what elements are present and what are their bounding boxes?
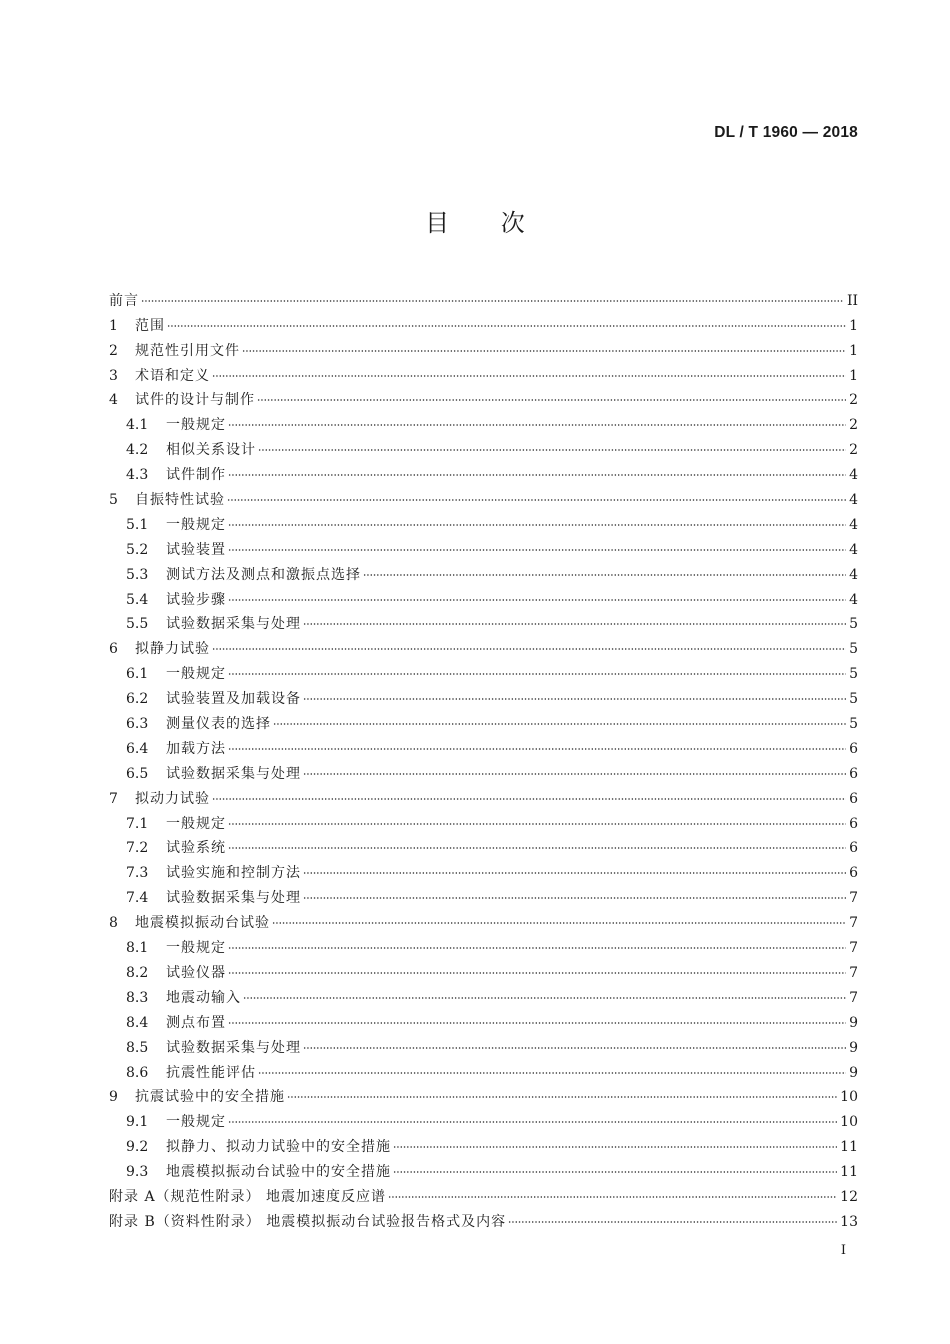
toc-entry-number: 8.3 — [126, 989, 149, 1006]
toc-entry-number: 2 — [109, 342, 118, 359]
toc-entry-label: 范围 — [135, 317, 165, 334]
toc-entry-page: 13 — [840, 1213, 858, 1230]
toc-entry-page: 5 — [849, 616, 858, 633]
toc-entry[interactable] — [109, 855, 858, 880]
toc-entry-label: 拟动力试验 — [135, 790, 210, 807]
toc-entry-page: II — [846, 292, 858, 309]
toc-dot-leader — [287, 1095, 837, 1099]
toc-entry-label: 试验装置及加载设备 — [166, 691, 301, 708]
toc-entry[interactable] — [109, 831, 858, 856]
toc-dot-leader — [303, 772, 846, 776]
toc-entry[interactable] — [109, 507, 858, 532]
toc-entry-page: 9 — [849, 1039, 858, 1056]
toc-dot-leader — [228, 598, 846, 602]
toc-entry-label: 试件的设计与制作 — [135, 392, 255, 409]
page-number: I — [840, 1243, 846, 1258]
toc-entry[interactable] — [109, 756, 858, 781]
toc-entry[interactable] — [109, 1129, 858, 1154]
toc-entry-page: 7 — [849, 989, 858, 1006]
toc-entry-page: 6 — [849, 815, 858, 832]
toc-entry-number: 8.4 — [126, 1014, 149, 1031]
toc-entry-number: 4.3 — [126, 467, 149, 484]
toc-dot-leader — [228, 423, 846, 427]
toc-entry-label: 测点布置 — [166, 1014, 226, 1031]
toc-entry[interactable] — [109, 955, 858, 980]
toc-entry-page: 5 — [849, 641, 858, 658]
toc-entry-label: 术语和定义 — [135, 367, 210, 384]
toc-entry-label: 地震模拟振动台试验 — [135, 915, 270, 932]
toc-entry-page: 9 — [849, 1064, 858, 1081]
toc-entry-label: 附录 A（规范性附录） 地震加速度反应谱 — [109, 1188, 387, 1205]
toc-entry-page: 5 — [849, 691, 858, 708]
toc-entry-page: 10 — [840, 1114, 858, 1131]
toc-entry-number: 9.1 — [126, 1114, 149, 1131]
toc-entry[interactable] — [109, 1179, 858, 1204]
toc-entry-page: 2 — [849, 417, 858, 434]
toc-entry-page: 4 — [849, 467, 858, 484]
toc-entry-label: 附录 B（资料性附录） 地震模拟振动台试验报告格式及内容 — [109, 1213, 507, 1230]
toc-entry[interactable] — [109, 1204, 858, 1229]
toc-entry-label: 试验装置 — [166, 541, 226, 558]
document-code: DL / T 1960 — 2018 — [714, 124, 858, 141]
page-title: 目 次 — [425, 209, 525, 237]
toc-dot-leader — [258, 1071, 846, 1075]
toc-entry[interactable] — [109, 457, 858, 482]
toc-entry-label: 抗震性能评估 — [166, 1064, 256, 1081]
toc-entry-label: 试件制作 — [166, 467, 226, 484]
toc-entry-page: 4 — [849, 492, 858, 509]
toc-entry[interactable] — [109, 1154, 858, 1179]
toc-entry-label: 试验步骤 — [166, 591, 226, 608]
toc-entry[interactable] — [109, 1055, 858, 1080]
toc-dot-leader — [243, 996, 846, 1000]
toc-dot-leader — [393, 1145, 837, 1149]
toc-entry-label: 一般规定 — [166, 666, 226, 683]
toc-entry[interactable] — [109, 631, 858, 656]
toc-entry-page: 4 — [849, 566, 858, 583]
toc-entry-number: 6.4 — [126, 740, 149, 757]
toc-entry-number: 9.2 — [126, 1139, 149, 1156]
toc-dot-leader — [212, 797, 846, 801]
toc-dot-leader — [228, 473, 846, 477]
toc-entry[interactable] — [109, 383, 858, 408]
toc-entry-number: 6 — [109, 641, 118, 658]
toc-dot-leader — [303, 622, 846, 626]
toc-entry-page: 11 — [840, 1139, 858, 1156]
toc-entry-page: 6 — [849, 740, 858, 757]
toc-entry-number: 6.1 — [126, 666, 149, 683]
toc-dot-leader — [167, 324, 846, 328]
toc-dot-leader — [227, 498, 846, 502]
toc-entry[interactable] — [109, 1080, 858, 1105]
toc-entry-number: 7.3 — [126, 865, 149, 882]
toc-entry-number: 3 — [109, 367, 118, 384]
toc-entry-number: 5.5 — [126, 616, 149, 633]
toc-dot-leader — [228, 1120, 837, 1124]
toc-entry[interactable] — [109, 806, 858, 831]
toc-dot-leader — [273, 722, 846, 726]
toc-entry-number: 6.3 — [126, 716, 149, 733]
toc-entry-number: 4 — [109, 392, 118, 409]
toc-entry-number: 8.1 — [126, 940, 149, 957]
toc-dot-leader — [228, 822, 846, 826]
toc-entry-page: 2 — [849, 392, 858, 409]
toc-entry-number: 7 — [109, 790, 118, 807]
toc-entry-page: 4 — [849, 541, 858, 558]
toc-entry-number: 8.2 — [126, 964, 149, 981]
toc-entry-page: 7 — [849, 940, 858, 957]
toc-entry-label: 试验数据采集与处理 — [166, 890, 301, 907]
toc-entry-number: 8.5 — [126, 1039, 149, 1056]
toc-entry-label: 试验实施和控制方法 — [166, 865, 301, 882]
toc-entry-page: 12 — [840, 1188, 858, 1205]
toc-entry-label: 试验数据采集与处理 — [166, 765, 301, 782]
toc-entry-page: 6 — [849, 790, 858, 807]
toc-entry-page: 11 — [840, 1164, 858, 1181]
toc-entry-number: 9.3 — [126, 1164, 149, 1181]
toc-entry-label: 加载方法 — [166, 740, 226, 757]
toc-entry-label: 试验系统 — [166, 840, 226, 857]
toc-entry-page: 6 — [849, 840, 858, 857]
toc-dot-leader — [228, 971, 846, 975]
toc-entry-page: 1 — [849, 342, 858, 359]
toc-entry-label: 试验数据采集与处理 — [166, 1039, 301, 1056]
toc-entry-label: 一般规定 — [166, 516, 226, 533]
toc-entry-label: 一般规定 — [166, 1114, 226, 1131]
toc-dot-leader — [508, 1220, 837, 1224]
toc-entry-number: 7.1 — [126, 815, 149, 832]
toc-entry-page: 1 — [849, 367, 858, 384]
toc-entry-number: 6.2 — [126, 691, 149, 708]
toc-entry-number: 5 — [109, 492, 118, 509]
toc-entry-page: 7 — [849, 890, 858, 907]
toc-entry[interactable] — [109, 880, 858, 905]
toc-entry-number: 8 — [109, 915, 118, 932]
toc-entry[interactable] — [109, 582, 858, 607]
toc-entry-label: 测试方法及测点和激振点选择 — [166, 566, 361, 583]
toc-entry[interactable] — [109, 607, 858, 632]
toc-entry-page: 6 — [849, 865, 858, 882]
toc-entry-number: 5.1 — [126, 516, 149, 533]
toc-entry[interactable] — [109, 1104, 858, 1129]
toc-entry-page: 4 — [849, 591, 858, 608]
toc-entry[interactable] — [109, 308, 858, 333]
toc-entry-page: 1 — [849, 317, 858, 334]
table-of-contents — [109, 283, 858, 1229]
toc-entry-label: 一般规定 — [166, 940, 226, 957]
toc-entry-label: 一般规定 — [166, 815, 226, 832]
toc-entry[interactable] — [109, 1005, 858, 1030]
toc-entry[interactable] — [109, 905, 858, 930]
toc-entry-label: 一般规定 — [166, 417, 226, 434]
toc-entry-label: 地震模拟振动台试验中的安全措施 — [166, 1164, 391, 1181]
toc-entry-page: 4 — [849, 516, 858, 533]
toc-entry-page: 7 — [849, 964, 858, 981]
toc-entry[interactable] — [109, 980, 858, 1005]
toc-entry[interactable] — [109, 781, 858, 806]
toc-entry-label: 拟静力试验 — [135, 641, 210, 658]
toc-entry-number: 5.3 — [126, 566, 149, 583]
toc-entry-page: 5 — [849, 666, 858, 683]
toc-entry-number: 5.4 — [126, 591, 149, 608]
toc-entry[interactable] — [109, 656, 858, 681]
toc-dot-leader — [303, 896, 846, 900]
toc-dot-leader — [228, 747, 846, 751]
toc-entry-label: 前言 — [109, 292, 139, 309]
toc-entry-number: 9 — [109, 1089, 118, 1106]
toc-dot-leader — [212, 374, 846, 378]
toc-dot-leader — [257, 398, 846, 402]
toc-entry-number: 4.1 — [126, 417, 149, 434]
toc-dot-leader — [228, 548, 846, 552]
toc-entry[interactable] — [109, 930, 858, 955]
toc-entry-number: 8.6 — [126, 1064, 149, 1081]
toc-entry-page: 5 — [849, 716, 858, 733]
toc-entry-label: 试验数据采集与处理 — [166, 616, 301, 633]
toc-entry-number: 1 — [109, 317, 118, 334]
toc-entry[interactable] — [109, 432, 858, 457]
toc-entry-number: 7.4 — [126, 890, 149, 907]
toc-dot-leader — [388, 1195, 837, 1199]
toc-dot-leader — [393, 1170, 837, 1174]
toc-entry-page: 7 — [849, 915, 858, 932]
toc-dot-leader — [228, 846, 846, 850]
toc-entry-number: 6.5 — [126, 765, 149, 782]
toc-dot-leader — [228, 1021, 846, 1025]
toc-entry[interactable] — [109, 407, 858, 432]
toc-dot-leader — [242, 349, 846, 353]
toc-dot-leader — [258, 448, 846, 452]
toc-entry[interactable] — [109, 731, 858, 756]
toc-entry-label: 拟静力、拟动力试验中的安全措施 — [166, 1139, 391, 1156]
toc-dot-leader — [363, 573, 846, 577]
toc-entry-page: 10 — [840, 1089, 858, 1106]
toc-dot-leader — [228, 672, 846, 676]
toc-entry-label: 相似关系设计 — [166, 442, 256, 459]
toc-dot-leader — [272, 921, 846, 925]
toc-dot-leader — [228, 946, 846, 950]
toc-entry[interactable] — [109, 557, 858, 582]
toc-entry-label: 抗震试验中的安全措施 — [135, 1089, 285, 1106]
toc-entry-label: 自振特性试验 — [135, 492, 225, 509]
toc-entry-label: 地震动输入 — [166, 989, 241, 1006]
toc-entry-number: 4.2 — [126, 442, 149, 459]
toc-entry[interactable] — [109, 482, 858, 507]
toc-entry-page: 2 — [849, 442, 858, 459]
toc-dot-leader — [141, 299, 844, 303]
toc-entry-number: 7.2 — [126, 840, 149, 857]
toc-entry-label: 测量仪表的选择 — [166, 716, 271, 733]
toc-entry-page: 9 — [849, 1014, 858, 1031]
toc-entry-number: 5.2 — [126, 541, 149, 558]
toc-dot-leader — [212, 647, 846, 651]
toc-entry[interactable] — [109, 283, 858, 308]
toc-dot-leader — [303, 1046, 846, 1050]
toc-entry[interactable] — [109, 532, 858, 557]
toc-dot-leader — [303, 871, 846, 875]
toc-entry-label: 规范性引用文件 — [135, 342, 240, 359]
toc-entry-label: 试验仪器 — [166, 964, 226, 981]
toc-entry[interactable] — [109, 706, 858, 731]
toc-entry[interactable] — [109, 1030, 858, 1055]
toc-entry[interactable] — [109, 358, 858, 383]
toc-entry-page: 6 — [849, 765, 858, 782]
toc-dot-leader — [303, 697, 846, 701]
toc-dot-leader — [228, 523, 846, 527]
toc-entry[interactable] — [109, 333, 858, 358]
toc-entry[interactable] — [109, 681, 858, 706]
